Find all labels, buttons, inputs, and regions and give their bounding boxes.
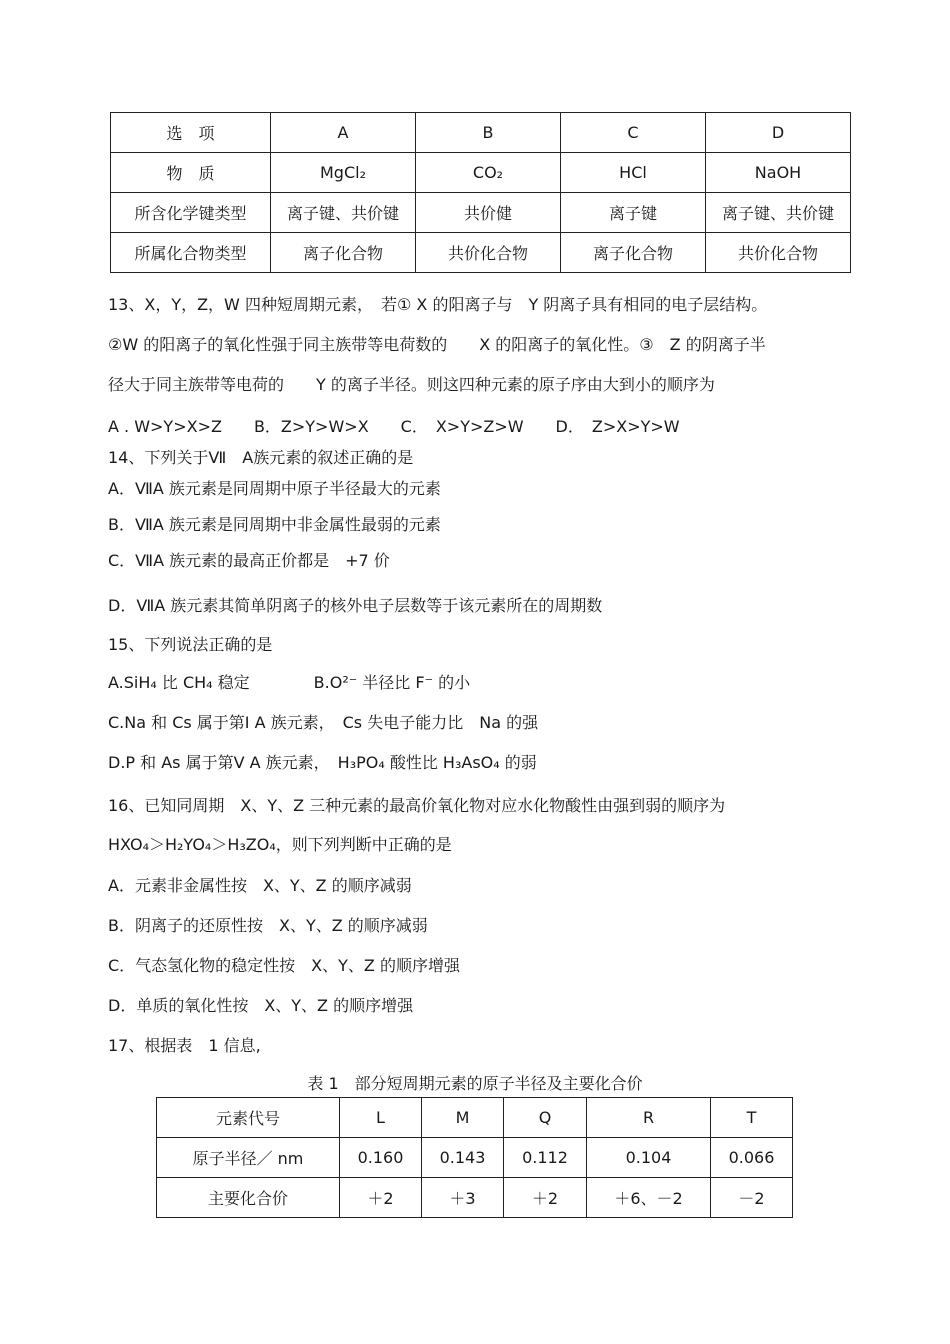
table-cell: 离子键、共价键	[706, 193, 851, 233]
table-row	[157, 1138, 793, 1178]
question-17-stem: 17、根据表 1 信息,	[108, 1036, 261, 1055]
table-cell: 选 项	[111, 113, 271, 153]
question-14-option-a: A．ⅦA 族元素是同周期中原子半径最大的元素	[108, 479, 441, 498]
table-header-row	[157, 1098, 793, 1138]
table-cell: 离子键、共价键	[271, 193, 416, 233]
table-cell: ＋2	[504, 1178, 587, 1218]
question-15-options-ab: A.SiH₄ 比 CH₄ 稳定 B.O²⁻ 半径比 F⁻ 的小	[108, 673, 471, 692]
table-cell: 原子半径／ nm	[157, 1138, 340, 1178]
question-16-option-b: B．阴离子的还原性按 X、Y、Z 的顺序减弱	[108, 916, 428, 935]
element-data-table	[156, 1097, 793, 1218]
table-cell: 物 质	[111, 153, 271, 193]
question-13-line-3: 径大于同主族带等电荷的 Y 的离子半径。则这四种元素的原子序由大到小的顺序为	[108, 375, 715, 394]
table-cell: A	[271, 113, 416, 153]
table-cell: ＋2	[340, 1178, 422, 1218]
table-cell: 0.066	[711, 1138, 793, 1178]
table-cell: 离子化合物	[561, 233, 706, 273]
question-13-line-2: ②W 的阳离子的氧化性强于同主族带等电荷数的 X 的阳离子的氧化性。③ Z 的阴离子半	[108, 335, 766, 354]
table-cell: CO₂	[416, 153, 561, 193]
question-14-option-d: D．ⅦA 族元素其简单阴离子的核外电子层数等于该元素所在的周期数	[108, 596, 603, 615]
table-cell: L	[340, 1098, 422, 1138]
table-cell: D	[706, 113, 851, 153]
table-cell: T	[711, 1098, 793, 1138]
table-cell: 0.104	[587, 1138, 711, 1178]
table-cell: 共价健	[416, 193, 561, 233]
bond-type-table	[110, 112, 851, 273]
table-cell: 所含化学键类型	[111, 193, 271, 233]
table-cell: 0.112	[504, 1138, 587, 1178]
question-16-line-2: HXO₄＞H₂YO₄＞H₃ZO₄，则下列判断中正确的是	[108, 835, 452, 854]
question-13-options: A . W>Y>X>Z B．Z>Y>W>X C． X>Y>Z>W D． Z>X>Y>W	[108, 417, 680, 436]
question-15-option-d: D.P 和 As 属于第Ⅴ A 族元素， H₃PO₄ 酸性比 H₃AsO₄ 的弱	[108, 753, 537, 772]
question-14-option-b: B．ⅦA 族元素是同周期中非金属性最弱的元素	[108, 515, 441, 534]
table-cell: M	[422, 1098, 504, 1138]
table-cell: －2	[711, 1178, 793, 1218]
table-cell: 离子化合物	[271, 233, 416, 273]
question-16-option-d: D．单质的氧化性按 X、Y、Z 的顺序增强	[108, 996, 414, 1015]
question-16-option-a: A．元素非金属性按 X、Y、Z 的顺序减弱	[108, 876, 412, 895]
table-cell: Q	[504, 1098, 587, 1138]
question-13-line-1: 13、X，Y，Z，W 四种短周期元素， 若① X 的阳离子与 Y 阴离子具有相同的电子层结构。	[108, 295, 768, 314]
table-row	[111, 233, 851, 273]
question-15-stem: 15、下列说法正确的是	[108, 635, 273, 654]
table-cell: R	[587, 1098, 711, 1138]
table-cell: 离子键	[561, 193, 706, 233]
table-cell: 0.143	[422, 1138, 504, 1178]
table-cell: 共价化合物	[706, 233, 851, 273]
table-cell: ＋3	[422, 1178, 504, 1218]
table-cell: B	[416, 113, 561, 153]
table-header-row	[111, 113, 851, 153]
table-cell: 主要化合价	[157, 1178, 340, 1218]
table-cell: 所属化合物类型	[111, 233, 271, 273]
table-cell: 0.160	[340, 1138, 422, 1178]
table-cell: HCl	[561, 153, 706, 193]
question-14-option-c: C．ⅦA 族元素的最高正价都是 +7 价	[108, 551, 390, 570]
table-cell: 元素代号	[157, 1098, 340, 1138]
question-14-stem: 14、下列关于Ⅶ A族元素的叙述正确的是	[108, 448, 414, 467]
table-cell: C	[561, 113, 706, 153]
question-16-line-1: 16、已知同周期 X、Y、Z 三种元素的最高价氧化物对应水化物酸性由强到弱的顺序为	[108, 796, 726, 815]
question-15-option-c: C.Na 和 Cs 属于第Ⅰ A 族元素， Cs 失电子能力比 Na 的强	[108, 713, 539, 732]
table-cell: ＋6、－2	[587, 1178, 711, 1218]
question-16-option-c: C．气态氢化物的稳定性按 X、Y、Z 的顺序增强	[108, 956, 460, 975]
table-caption: 表 1 部分短周期元素的原子半径及主要化合价	[307, 1074, 643, 1093]
table-row	[157, 1178, 793, 1218]
table-cell: MgCl₂	[271, 153, 416, 193]
table-row	[111, 153, 851, 193]
table-row	[111, 193, 851, 233]
table-cell: 共价化合物	[416, 233, 561, 273]
table-cell: NaOH	[706, 153, 851, 193]
